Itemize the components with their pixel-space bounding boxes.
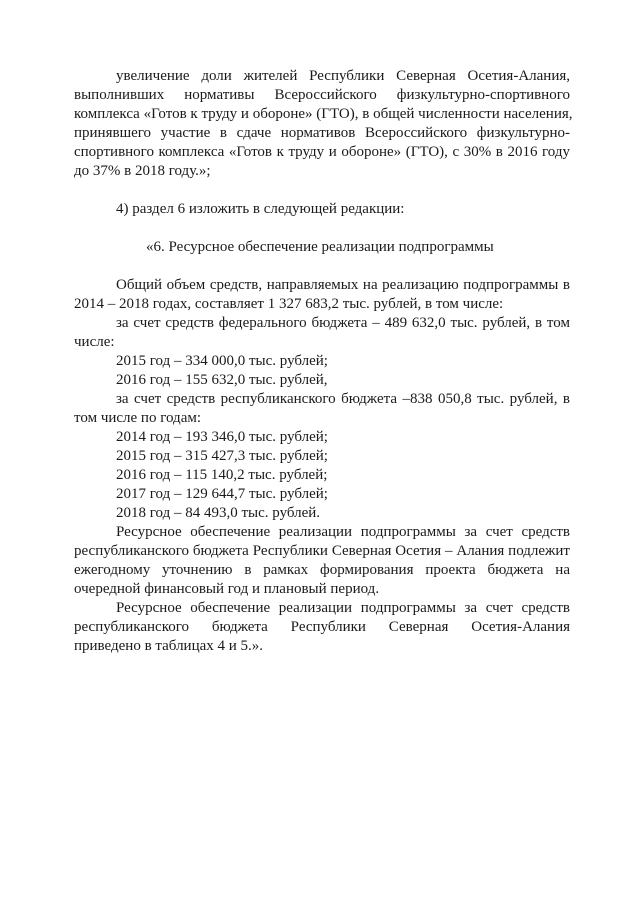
text-line: республиканского бюджета Республики Северная Осетия-Алания	[74, 619, 570, 635]
text-line: увеличение доли жителей Республики Северная Осетия-Алания,	[116, 68, 570, 84]
text-line: 2016 год – 155 632,0 тыс. рублей,	[116, 372, 328, 388]
text-line: комплекса «Готов к труду и обороне» (ГТО), в общей численности населения,	[74, 106, 573, 122]
text-line: 2015 год – 334 000,0 тыс. рублей;	[116, 353, 328, 369]
text-line: числе:	[74, 334, 115, 350]
text-line: очередной финансовый год и плановый период.	[74, 581, 380, 597]
text-line: спортивного комплекса «Готов к труду и обороне» (ГТО), с 30% в 2016 году	[74, 144, 570, 160]
text-line: 2017 год – 129 644,7 тыс. рублей;	[116, 486, 328, 502]
text-line: 4) раздел 6 изложить в следующей редакции:	[116, 201, 405, 217]
text-line: 2014 год – 193 346,0 тыс. рублей;	[116, 429, 328, 445]
text-line: Общий объем средств, направляемых на реализацию подпрограммы в	[116, 277, 570, 293]
text-line: 2014 – 2018 годах, составляет 1 327 683,2 тыс. рублей, в том числе:	[74, 296, 504, 312]
section-heading: «6. Ресурсное обеспечение реализации подпрограммы	[146, 239, 494, 255]
text-line: 2015 год – 315 427,3 тыс. рублей;	[116, 448, 328, 464]
text-line: том числе по годам:	[74, 410, 202, 426]
text-line: ежегодному уточнению в рамках формирования проекта бюджета на	[74, 562, 570, 578]
text-line: Ресурсное обеспечение реализации подпрограммы за счет средств	[116, 524, 570, 540]
text-line: 2016 год – 115 140,2 тыс. рублей;	[116, 467, 328, 483]
text-line: 2018 год – 84 493,0 тыс. рублей.	[116, 505, 321, 521]
text-line: республиканского бюджета Республики Северная Осетия – Алания подлежит	[74, 543, 570, 559]
text-line: выполнивших нормативы Всероссийского физкультурно-спортивного	[74, 87, 570, 103]
text-line: Ресурсное обеспечение реализации подпрограммы за счет средств	[116, 600, 570, 616]
text-line: за счет средств республиканского бюджета –838 050,8 тыс. рублей, в	[116, 391, 570, 407]
text-line: приведено в таблицах 4 и 5.».	[74, 638, 264, 654]
text-line: принявшего участие в сдаче нормативов Всероссийского физкультурно-	[74, 125, 570, 141]
text-line: до 37% в 2018 году.»;	[74, 163, 211, 179]
text-line: за счет средств федерального бюджета – 489 632,0 тыс. рублей, в том	[116, 315, 570, 331]
